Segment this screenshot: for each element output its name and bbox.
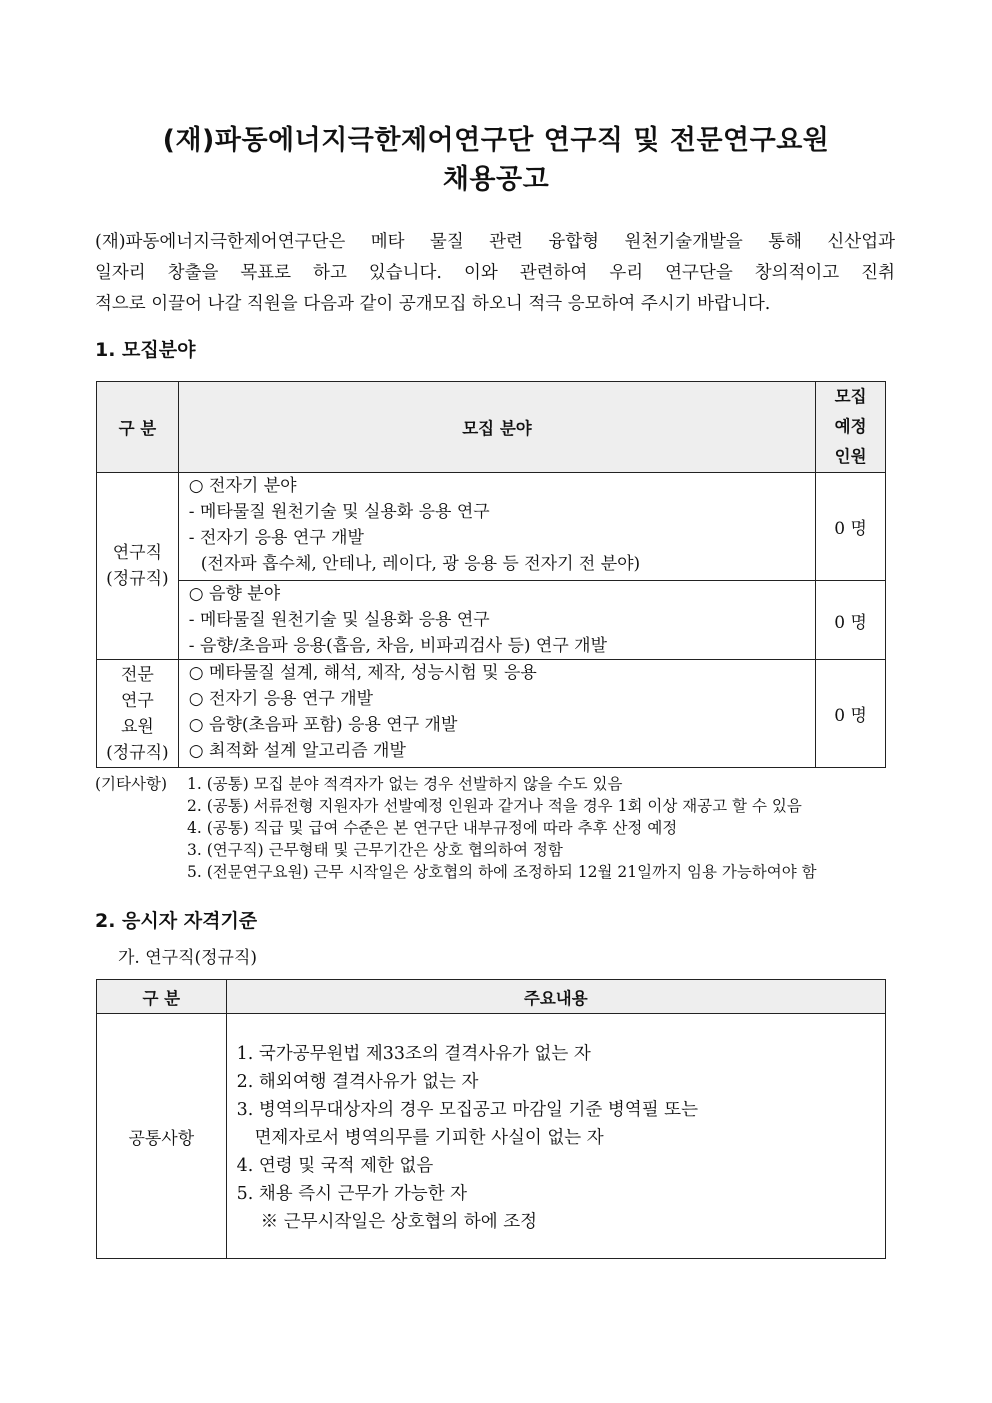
field-professional: ○ 메타물질 설계, 해석, 제작, 성능시험 및 응용 ○ 전자기 응용 연구 개발 ○ 음향(초음파 포함) 응용 연구 개발 ○ 최적화 설계 알고리즘 개발 — [178, 660, 815, 768]
category-common: 공통사항 — [97, 1014, 227, 1259]
page-title: (재)파동에너지극한제어연구단 연구직 및 전문연구요원 — [162, 125, 830, 156]
field-acoustic: ○ 음향 분야 - 메타물질 원천기술 및 실용화 응용 연구 - 음향/초음파 응용(흡음, 차음, 비파괴검사 등) 연구 개발 — [178, 581, 815, 660]
intro-line: (재)파동에너지극한제어연구단은 메타 물질 관련 융합형 원천기술개발을 통해 신산업과 — [95, 232, 895, 252]
list-item: 5. 채용 즉시 근무가 가능한 자 — [236, 1184, 468, 1204]
table-row — [97, 1014, 886, 1259]
list-item: 4. 연령 및 국적 제한 없음 — [236, 1156, 434, 1176]
table-header-row — [97, 382, 886, 473]
table-header-row — [97, 980, 886, 1014]
header-content: 주요내용 — [226, 980, 885, 1014]
list-item: 2. 해외여행 결격사유가 없는 자 — [236, 1072, 479, 1092]
table-row — [97, 473, 886, 581]
notes-label: (기타사항) — [95, 775, 167, 793]
intro-line: 적으로 이끌어 나갈 직원을 다음과 같이 공개모집 하오니 적극 응모하여 주시기 바랍니다. — [95, 294, 771, 314]
list-item: ※ 근무시작일은 상호협의 하에 조정 — [260, 1212, 538, 1232]
table-row — [97, 581, 886, 660]
list-item: 2. (공통) 서류전형 지원자가 선발예정 인원과 같거나 적을 경우 1회 이상 재공고 할 수 있음 — [187, 797, 802, 815]
list-item: 5. (전문연구요원) 근무 시작일은 상호협의 하에 조정하되 12월 21일까지 임용 가능하여야 함 — [187, 863, 817, 881]
list-item: 1. (공통) 모집 분야 적격자가 없는 경우 선발하지 않을 수도 있음 — [187, 775, 623, 793]
category-professional-researcher: 전문 연구 요원 (정규직) — [97, 660, 179, 768]
count-electromagnetic: 0 명 — [816, 473, 886, 581]
section-heading-qualifications: 2. 응시자 자격기준 — [95, 910, 258, 932]
field-electromagnetic: ○ 전자기 분야 - 메타물질 원천기술 및 실용화 응용 연구 - 전자기 응용 연구 개발 (전자파 흡수체, 안테나, 레이다, 광 응용 등 전자기 전 분야) — [178, 473, 815, 581]
header-field: 모집 분야 — [178, 382, 815, 473]
page-title-line2: 채용공고 — [442, 164, 550, 195]
recruitment-table — [96, 381, 886, 768]
subheading-researcher: 가. 연구직(정규직) — [118, 948, 258, 968]
category-researcher: 연구직 (정규직) — [97, 473, 179, 660]
list-item: 3. (연구직) 근무형태 및 근무기간은 상호 협의하여 정함 — [187, 841, 563, 859]
qualification-list — [226, 1014, 885, 1259]
list-item: 3. 병역의무대상자의 경우 모집공고 마감일 기준 병역필 또는 — [236, 1100, 698, 1120]
count-professional: 0 명 — [816, 660, 886, 768]
header-count: 모집 예정 인원 — [816, 382, 886, 473]
notes-list — [187, 773, 817, 883]
list-item: 4. (공통) 직급 및 급여 수준은 본 연구단 내부규정에 따라 추후 산정 예정 — [187, 819, 678, 837]
list-item: 1. 국가공무원법 제33조의 결격사유가 없는 자 — [236, 1044, 591, 1064]
intro-paragraph — [95, 227, 895, 320]
section-heading-recruitment: 1. 모집분야 — [95, 339, 196, 361]
header-category: 구 분 — [97, 382, 179, 473]
count-acoustic: 0 명 — [816, 581, 886, 660]
header-category: 구 분 — [97, 980, 227, 1014]
intro-line: 일자리 창출을 목표로 하고 있습니다. 이와 관련하여 우리 연구단을 창의적이고 진취 — [95, 263, 895, 283]
qualification-table — [96, 979, 886, 1259]
table-row — [97, 660, 886, 768]
list-item: 면제자로서 병역의무를 기피한 사실이 없는 자 — [254, 1128, 604, 1148]
